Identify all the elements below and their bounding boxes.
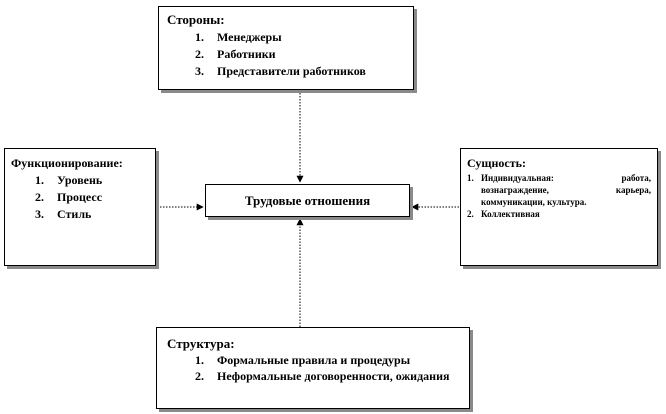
item-number: 2.	[35, 190, 44, 204]
functioning-heading: Функционирование:	[11, 156, 123, 170]
list-item	[195, 46, 405, 63]
item-number: 1.	[35, 173, 44, 187]
item-number: 3.	[195, 64, 204, 78]
item-text: Процесс	[57, 190, 103, 204]
item-text: Работники	[217, 47, 276, 61]
structure-heading: Структура:	[167, 336, 235, 351]
functioning-box	[4, 148, 156, 266]
list-item	[195, 29, 405, 46]
essence-heading: Сущность:	[467, 156, 526, 170]
structure-box	[156, 327, 470, 409]
list-item	[35, 206, 149, 223]
item-number: 1.	[467, 173, 474, 183]
parties-box	[158, 6, 414, 90]
item-text: Формальные правила и процедуры	[217, 353, 411, 367]
list-item	[467, 172, 651, 208]
item-text: Уровень	[57, 173, 103, 187]
item-number: 2.	[195, 47, 204, 61]
item-text: Стиль	[57, 207, 92, 221]
list-item	[195, 368, 459, 384]
functioning-list	[35, 172, 149, 223]
item-number: 1.	[195, 353, 204, 367]
list-item	[35, 172, 149, 189]
list-item	[35, 189, 149, 206]
structure-list	[195, 352, 459, 384]
item-text: Менеджеры	[217, 30, 282, 44]
item-text: Индивидуальная: работа, вознаграждение, карьера, коммуникации, культура.	[481, 173, 651, 207]
item-text: Коллективная	[481, 209, 540, 219]
center-label: Трудовые отношения	[244, 192, 371, 208]
parties-list	[195, 29, 405, 80]
item-number: 2.	[467, 209, 474, 219]
labor-relations-box	[205, 184, 410, 217]
list-item	[195, 63, 405, 80]
parties-heading: Стороны:	[167, 12, 225, 27]
list-item	[195, 352, 459, 368]
essence-list	[467, 172, 651, 220]
list-item	[467, 208, 651, 220]
item-text: Неформальные договоренности, ожидания	[217, 369, 450, 383]
item-number: 1.	[195, 30, 204, 44]
item-number: 3.	[35, 207, 44, 221]
item-number: 2.	[195, 369, 204, 383]
essence-box	[460, 148, 658, 266]
item-text: Представители работников	[217, 64, 366, 78]
